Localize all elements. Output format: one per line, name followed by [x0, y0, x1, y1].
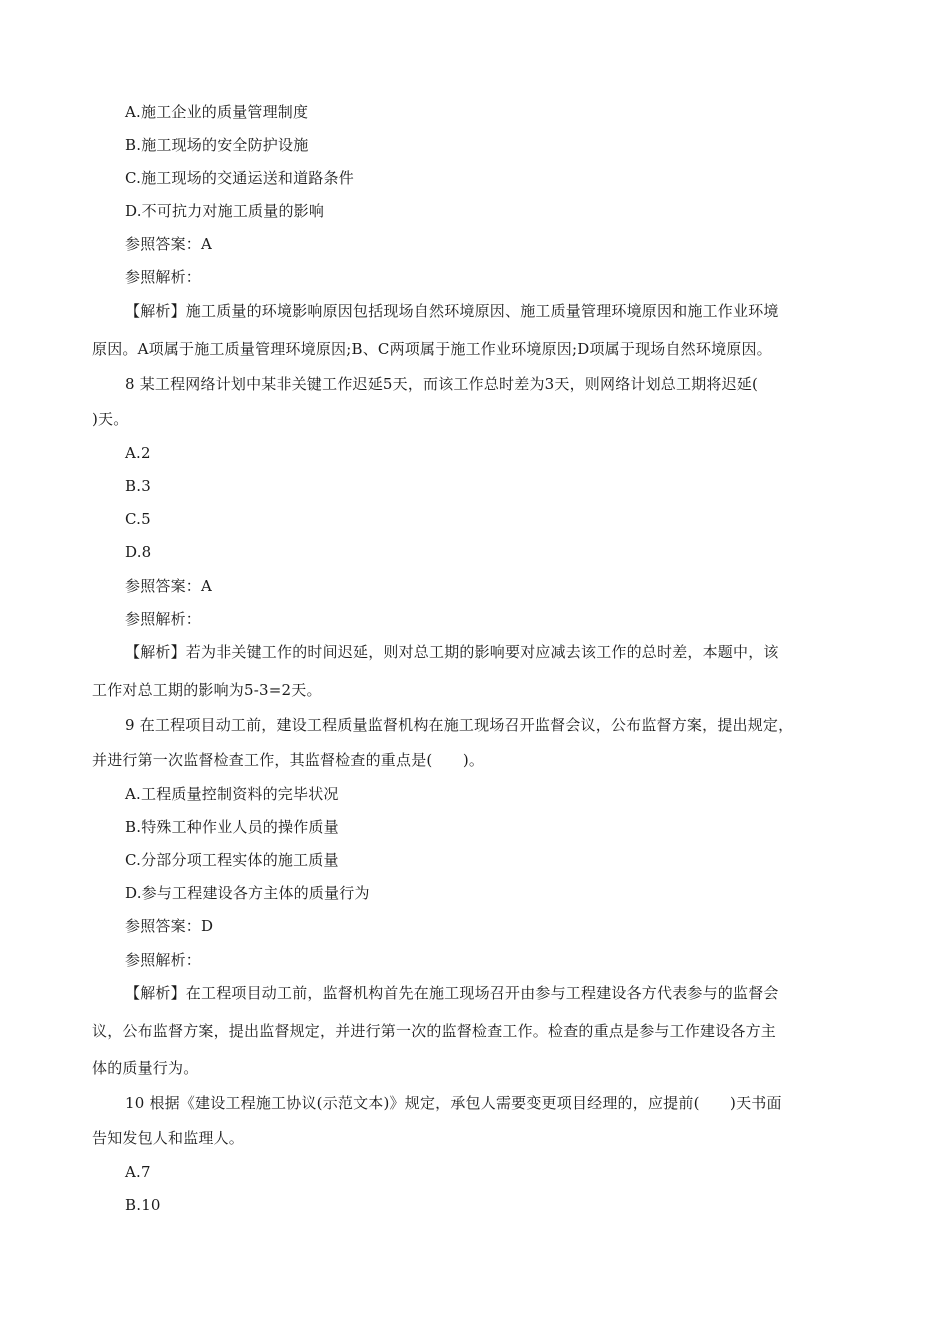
q9-stem-line-2: 并进行第一次监督检查工作，其监督检查的重点是( )。	[92, 751, 485, 769]
q7-answer: 参照答案：A	[125, 235, 213, 253]
q8-answer: 参照答案：A	[125, 577, 213, 595]
q7-analysis-label: 参照解析：	[125, 268, 202, 286]
q8-analysis-label: 参照解析：	[125, 610, 202, 628]
q7-option-b: B.施工现场的安全防护设施	[125, 136, 309, 154]
q10-stem-line-1: 10 根据《建设工程施工协议(示范文本)》规定，承包人需要变更项目经理的，应提前( )天书面	[125, 1094, 782, 1112]
q10-option-a: A.7	[125, 1163, 151, 1181]
q7-analysis-line-2: 原因。A项属于施工质量管理环境原因;B、C两项属于施工作业环境原因;D项属于现场自然环境原因。	[92, 340, 772, 358]
q9-analysis-label: 参照解析：	[125, 951, 202, 969]
q7-option-a: A.施工企业的质量管理制度	[125, 103, 309, 121]
q8-option-b: B.3	[125, 477, 151, 495]
q9-option-a: A.工程质量控制资料的完毕状况	[125, 785, 339, 803]
q8-option-a: A.2	[125, 444, 151, 462]
q8-option-c: C.5	[125, 510, 151, 528]
q9-stem-line-1: 9 在工程项目动工前，建设工程质量监督机构在施工现场召开监督会议，公布监督方案，提出规定，	[125, 716, 794, 734]
q8-option-d: D.8	[125, 543, 152, 561]
q9-option-d: D.参与工程建设各方主体的质量行为	[125, 884, 370, 902]
q7-option-c: C.施工现场的交通运送和道路条件	[125, 169, 354, 187]
q9-analysis-line-3: 体的质量行为。	[92, 1059, 199, 1077]
q8-stem-line-1: 8 某工程网络计划中某非关键工作迟延5天，而该工作总时差为3天，则网络计划总工期将迟延(	[125, 375, 759, 393]
q9-analysis-line-2: 议，公布监督方案，提出监督规定，并进行第一次的监督检查工作。检查的重点是参与工作建设各方主	[92, 1022, 777, 1040]
q7-option-d: D.不可抗力对施工质量的影响	[125, 202, 325, 220]
q9-option-b: B.特殊工种作业人员的操作质量	[125, 818, 339, 836]
q7-analysis-line-1: 【解析】施工质量的环境影响原因包括现场自然环境原因、施工质量管理环境原因和施工作业环境	[125, 302, 779, 320]
q10-option-b: B.10	[125, 1196, 161, 1214]
q9-analysis-line-1: 【解析】在工程项目动工前，监督机构首先在施工现场召开由参与工程建设各方代表参与的监督会	[125, 984, 779, 1002]
q8-analysis-line-2: 工作对总工期的影响为5-3=2天。	[92, 681, 322, 699]
q9-answer: 参照答案：D	[125, 917, 214, 935]
q9-option-c: C.分部分项工程实体的施工质量	[125, 851, 339, 869]
q8-stem-line-2: )天。	[92, 410, 129, 428]
q10-stem-line-2: 告知发包人和监理人。	[92, 1129, 245, 1147]
q8-analysis-line-1: 【解析】若为非关键工作的时间迟延，则对总工期的影响要对应减去该工作的总时差，本题中，该	[125, 643, 779, 661]
